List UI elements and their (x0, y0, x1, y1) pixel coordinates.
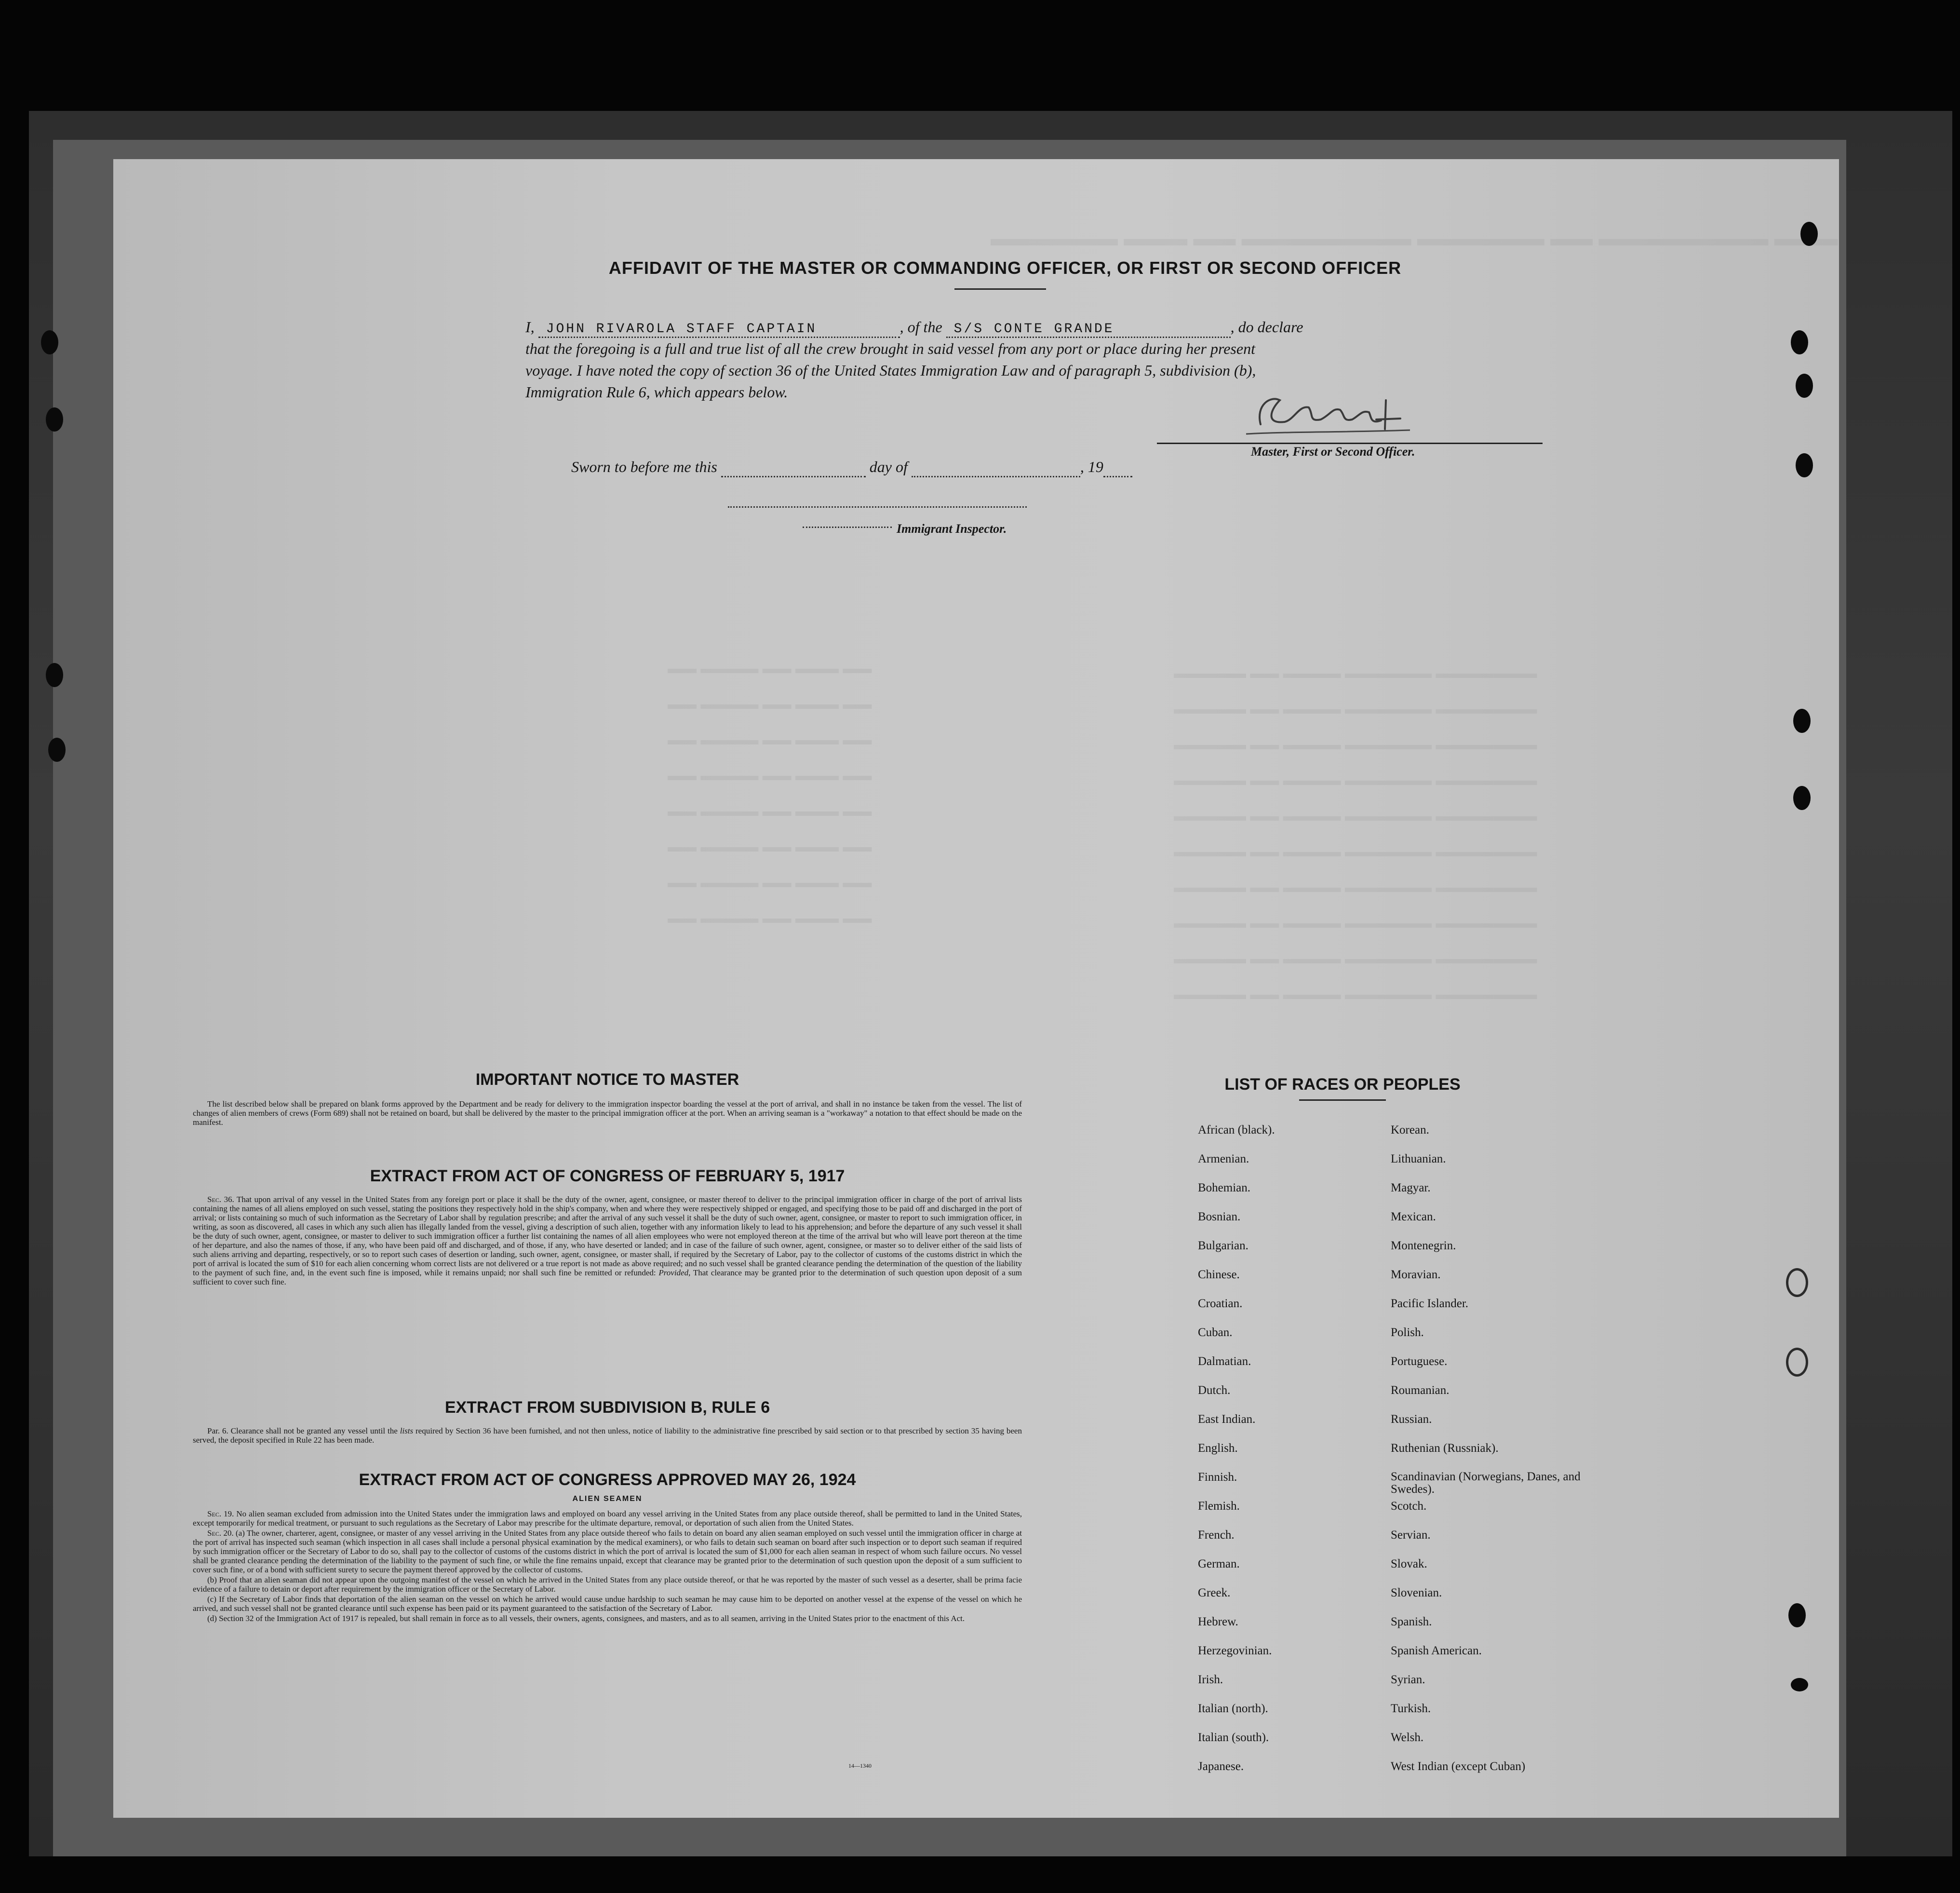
extract-1924-body (193, 1509, 1022, 1624)
form-code: 14—1340 (848, 1762, 872, 1769)
divider (1299, 1099, 1386, 1101)
inspector-caption: Immigrant Inspector. (897, 522, 1007, 536)
race-item: Pacific Islander. (1391, 1297, 1469, 1310)
race-item: Greek. (1198, 1586, 1231, 1599)
rule6-text-a: Par. 6. Clearance shall not be granted any vessel until the (207, 1426, 398, 1435)
race-item: Irish. (1198, 1673, 1223, 1686)
proviso-text: That clearance may be granted prior to the determination of such question upon deposit of a sum sufficient to cover such fine. (193, 1268, 1022, 1286)
race-item: Cuban. (1198, 1326, 1233, 1339)
vessel-name: S/S CONTE GRANDE (953, 322, 1114, 337)
race-item: Flemish. (1198, 1500, 1240, 1513)
race-item: Spanish. (1391, 1615, 1432, 1628)
punch-hole (1786, 1268, 1808, 1297)
punch-hole (41, 330, 58, 354)
sec20c-text: (c) If the Secretary of Labor finds that deportation of the alien seaman on the vessel on which he arrived would cause undue hardship to such seaman he may cause him to be deported on another vessel at the expense of the vessel on which he arrived, and such vessel shall not be granted clearance until such expense has been paid or its payment guaranteed to the satisfaction of the Secretary of Labor. (193, 1595, 1022, 1613)
inspector-dots (803, 527, 892, 528)
race-item: Bulgarian. (1198, 1239, 1248, 1252)
race-item: Slovak. (1391, 1557, 1427, 1570)
race-item: Italian (south). (1198, 1731, 1269, 1744)
races-heading: LIST OF RACES OR PEOPLES (1224, 1075, 1461, 1094)
extract-1917-body (193, 1195, 1022, 1287)
race-item: Italian (north). (1198, 1702, 1268, 1715)
race-item: Slovenian. (1391, 1586, 1442, 1599)
punch-hole (1791, 330, 1808, 354)
race-item: Dutch. (1198, 1384, 1231, 1397)
race-item: Croatian. (1198, 1297, 1243, 1310)
of-the-label: , of the (899, 318, 942, 336)
affidavit-declaration-line (525, 318, 1303, 338)
race-item: Polish. (1391, 1326, 1424, 1339)
race-item: Japanese. (1198, 1760, 1244, 1773)
extract-rule6-body (193, 1426, 1022, 1446)
divider (954, 288, 1046, 290)
sec20-label: Sec. 20. (207, 1528, 234, 1538)
race-item: Montenegrin. (1391, 1239, 1456, 1252)
race-item: Ruthenian (Russniak). (1391, 1442, 1499, 1455)
race-item: East Indian. (1198, 1413, 1256, 1426)
affidavit-title: AFFIDAVIT OF THE MASTER OR COMMANDING OFFICER, OR FIRST OR SECOND OFFICER (608, 258, 1402, 278)
punch-hole (1793, 709, 1811, 733)
race-item: Servian. (1391, 1528, 1431, 1541)
affidavit-line-4: Immigration Rule 6, which appears below. (525, 383, 788, 401)
do-declare-label: , do declare (1230, 318, 1303, 336)
inspector-signature-line (728, 506, 1027, 508)
extract-1917-heading: EXTRACT FROM ACT OF CONGRESS OF FEBRUARY 5, 1917 (370, 1167, 845, 1185)
punch-hole (1788, 1603, 1806, 1627)
race-item: French. (1198, 1528, 1235, 1541)
sec19-text: No alien seaman excluded from admission into the United States under the immigration laws and employed on board any vessel arriving in the United States from any place outside thereof, shall be permitted to land in the United States, except temporarily for medical treatment, or pursuant to such regulations as the Secretary of Labor may prescribe for the ultimate departure, removal, or deportation of such alien from the United States. (193, 1509, 1022, 1528)
race-item: Moravian. (1391, 1268, 1441, 1281)
race-item: African (black). (1198, 1123, 1275, 1136)
rule6-lists: lists (400, 1426, 414, 1435)
punch-hole (1800, 222, 1818, 246)
race-item: Finnish. (1198, 1471, 1237, 1484)
race-item: Bosnian. (1198, 1210, 1241, 1223)
officer-name: JOHN RIVAROLA STAFF CAPTAIN (546, 322, 817, 337)
punch-hole (46, 663, 63, 687)
sec36-text: That upon arrival of any vessel in the United States from any foreign port or place it shall be the duty of the owner, agent, consignee, or master thereof to deliver to the principal immigration officer in charge of the port of arrival lists containing the names of all aliens employed on such vessel, stating the positions they respectively hold in the ship's company, when and where they were respectively shipped or engaged, and specifying those to be paid off and discharged in the port of arrival; or lists containing so much of such information as the Secretary of Labor shall by regulation prescribe; and after the arrival of any such vessel it shall be the duty of such owner, agent, consignee, or master to report to such immigration officer, in writing, as soon as discovered, all cases in which any such alien has illegally landed from the vessel, giving a description of such alien, together with any information likely to lead to his apprehension; and before the departure of any such vessel it shall be the duty of such owner, agent, consignee, or master to deliver to such immigration officer a further list containing the names of all alien employees who were not employed thereon at the time of the arrival but who will leave port thereon at the time of her departure, and also the names of those, if any, who have been paid off and discharged, and of those, if any, who have deserted or landed; and in case of the failure of such owner, agent, consignee, or master so to deliver either of the said lists of such aliens arriving and departing, respectively, or so to report such cases of desertion or landing, such owner, agent, consignee, or master shall, if required by the Secretary of Labor, pay to the collector of customs of the customs district in which the port of arrival is located the sum of $10 for each alien concerning whom correct lists are not delivered or a true report is not made as above required; and no such vessel shall be granted clearance pending the determination of the question of the liability to the payment of such fine, and, in the event such fine is imposed, while it remains unpaid; nor shall such fine be remitted or refunded: (193, 1195, 1022, 1277)
punch-hole (46, 407, 63, 432)
race-item: Bohemian. (1198, 1181, 1251, 1194)
important-notice-text: The list described below shall be prepared on blank forms approved by the Department and be ready for delivery to the immigration inspector boarding the vessel at the port of arrival, and shall in no instance be taken from the vessel. The list of changes of alien members of crews (Form 689) shall not be retained on board, but shall be delivered by the master to the principal immigration officer at the port. When an arriving seaman is a "workaway" a notation to that effect should be made on the manifest. (193, 1099, 1022, 1127)
sworn-label: Sworn to before me this (571, 458, 717, 475)
signature-caption: Master, First or Second Officer. (1251, 445, 1415, 459)
race-item: Russian. (1391, 1413, 1432, 1426)
rule6-text-b: required by Section 36 have been furnished, and not then unless, notice of liability to the administrative fine prescribed by said section or to that prescribed by section 35 having been served, the deposit specified in Rule 22 has been made. (193, 1426, 1022, 1445)
race-item: Hebrew. (1198, 1615, 1238, 1628)
race-item: Roumanian. (1391, 1384, 1450, 1397)
important-notice-heading: IMPORTANT NOTICE TO MASTER (475, 1070, 739, 1089)
handwritten-signature (1241, 386, 1415, 444)
affidavit-line-2: that the foregoing is a full and true list of all the crew brought in said vessel from any port or place during her present (525, 340, 1255, 357)
signature-line (1157, 443, 1543, 444)
race-item: Dalmatian. (1198, 1355, 1251, 1368)
race-item: Portuguese. (1391, 1355, 1448, 1368)
important-notice-body (193, 1099, 1022, 1128)
race-item: Scotch. (1391, 1500, 1427, 1513)
punch-hole (1793, 786, 1811, 810)
race-item: West Indian (except Cuban) (1391, 1760, 1526, 1773)
punch-hole (1791, 1678, 1808, 1691)
sec20d-text: (d) Section 32 of the Immigration Act of 1917 is repealed, but shall remain in force as to all vessels, their owners, agents, consignees, and masters, and as to all seamen, arriving in the United States prior to the enactment of this Act. (207, 1614, 965, 1623)
race-item: Herzegovinian. (1198, 1644, 1272, 1657)
affidavit-line-3: voyage. I have noted the copy of section 36 of the United States Immigration Law and of paragraph 5, subdivision (b), (525, 362, 1256, 379)
race-item: German. (1198, 1557, 1240, 1570)
i-label: I, (525, 318, 535, 336)
race-item: Turkish. (1391, 1702, 1431, 1715)
race-item: English. (1198, 1442, 1238, 1455)
race-item: Mexican. (1391, 1210, 1436, 1223)
race-item: Korean. (1391, 1123, 1429, 1136)
document-page (113, 159, 1839, 1818)
bleed-through: ▬▬▬ ▬▬▬▬▬▬▬▬ ▬▬ ▬▬▬▬▬▬ ▬▬▬▬▬▬▬▬ ▬▬ ▬▬▬ ▬▬▬▬▬▬ ▬▬▬▬▬▬▬ ▬▬▬▬▬▬ ▬▬▬▬ ▬▬ ▬▬▬▬▬ ▬▬▬▬▬▬▬ ▬▬▬▬▬▬ ▬▬▬▬ ▬▬ ▬▬▬▬▬ ▬▬▬▬▬▬▬ ▬▬▬▬▬▬ ▬▬▬▬ ▬▬ ▬▬▬▬▬ ▬▬▬▬▬▬▬ ▬▬▬▬▬▬ ▬▬▬▬ ▬▬ ▬▬▬▬▬ ▬▬▬▬▬▬▬ ▬▬▬▬▬▬ ▬▬▬▬ ▬▬ ▬▬▬▬▬ ▬▬▬▬▬▬▬ ▬▬▬▬▬▬ ▬▬▬▬ ▬▬ ▬▬▬▬▬ ▬▬▬▬▬▬▬ ▬▬▬▬▬▬ ▬▬▬▬ ▬▬ ▬▬▬▬▬ ▬▬▬▬▬▬▬ ▬▬▬▬▬▬ ▬▬▬▬ ▬▬ ▬▬▬▬▬ ▬▬▬▬▬▬▬ ▬▬▬▬▬▬ ▬▬▬▬ ▬▬ ▬▬▬▬▬ ▬▬▬▬▬▬▬ ▬▬▬▬▬▬ ▬▬▬▬ ▬▬ ▬▬▬▬▬ ▬▬ ▬▬▬ ▬▬ ▬▬▬▬ ▬▬ ▬▬ ▬▬▬ ▬▬ ▬▬▬▬ ▬▬ ▬▬ ▬▬▬ ▬▬ ▬▬▬▬ ▬▬ ▬▬ ▬▬▬ ▬▬ ▬▬▬▬ ▬▬ ▬▬ ▬▬▬ ▬▬ ▬▬▬▬ ▬▬ ▬▬ ▬▬▬ ▬▬ ▬▬▬▬ ▬▬ ▬▬ ▬▬▬ ▬▬ ▬▬▬▬ ▬▬ ▬▬ ▬▬▬ ▬▬ ▬▬▬▬ ▬▬ (668, 227, 1838, 1002)
race-item: Syrian. (1391, 1673, 1425, 1686)
punch-hole (48, 738, 66, 762)
race-item: Lithuanian. (1391, 1152, 1446, 1165)
punch-hole (1786, 1348, 1808, 1377)
alien-seamen-subheading: ALIEN SEAMEN (572, 1495, 643, 1503)
extract-1924-heading: EXTRACT FROM ACT OF CONGRESS APPROVED MAY 26, 1924 (359, 1471, 856, 1489)
day-of-label: day of (869, 458, 908, 475)
race-item: Magyar. (1391, 1181, 1431, 1194)
sec36-label: Sec. 36. (207, 1195, 234, 1204)
race-item: Armenian. (1198, 1152, 1249, 1165)
race-item: Welsh. (1391, 1731, 1424, 1744)
year-label: , 19 (1080, 458, 1103, 475)
race-item: Spanish American. (1391, 1644, 1482, 1657)
sec20a-text: (a) The owner, charterer, agent, consignee, or master of any vessel arriving in the United States from any place outside thereof who fails to detain on board any alien seaman employed on such vessel until the immigration officer in charge at the port of arrival has inspected such seaman (which inspection in all cases shall include a personal physical examination by the medical examiners), or who fails to detain such seaman on board after such inspection or to deport such seaman if required by such immigration officer or the Secretary of Labor to do so, shall pay to the collector of customs of the customs district in which the port of arrival is located the sum of $1,000 for each alien seaman in respect of whom such failure occurs. No vessel shall be granted clearance pending the determination of the liability to the payment of such fine, or while the fine remains unpaid, except that clearance may be granted prior to the determination of such question upon the deposit of a sum sufficient to cover such fine, or of a bond with sufficient surety to secure the payment thereof approved by the collector of customs. (193, 1528, 1022, 1574)
sec20b-text: (b) Proof that an alien seaman did not appear upon the outgoing manifest of the vessel on which he arrived in the United States from any place outside thereof, or that he was reported by the master of such vessel as a deserter, shall be prima facie evidence of a failure to detain or deport after requirement by the immigration officer or the Secretary of Labor. (193, 1575, 1022, 1594)
proviso-label: Provided, (658, 1268, 691, 1277)
sworn-line (571, 458, 1132, 477)
punch-hole (1796, 453, 1813, 477)
extract-rule6-heading: EXTRACT FROM SUBDIVISION B, RULE 6 (444, 1398, 770, 1417)
races-column-1 (1198, 1123, 1420, 1789)
race-item: Chinese. (1198, 1268, 1240, 1281)
sec19-label: Sec. 19. (207, 1509, 234, 1518)
races-column-2 (1391, 1123, 1612, 1789)
punch-hole (1796, 374, 1813, 398)
race-item: Scandinavian (Norwegians, Danes, and Swedes). (1391, 1470, 1581, 1496)
